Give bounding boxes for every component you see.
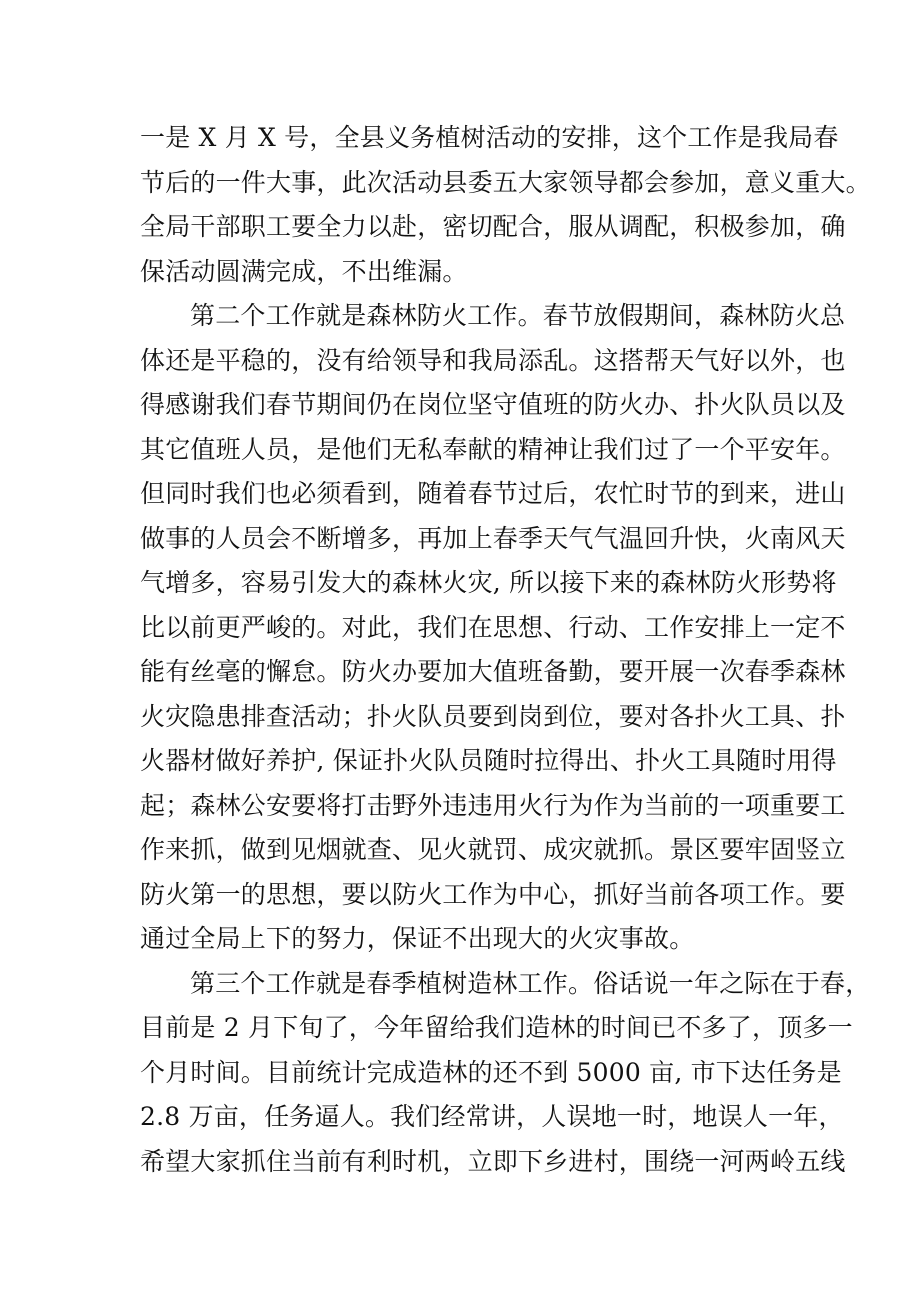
text-line: 希望大家抓住当前有利时机，立即下乡进村，围绕一河两岭五线 (140, 1146, 846, 1176)
text-line: 得感谢我们春节期间仍在岗位坚守值班的防火办、扑火队员以及 (140, 390, 846, 419)
text-line: 通过全局上下的努力，保证不出现大的火灾事故。 (140, 924, 695, 953)
text-line: 体还是平稳的，没有给领导和我局添乱。这搭帮天气好以外，也 (140, 345, 846, 375)
document-body (140, 116, 871, 1184)
paragraph-first-line: 第二个工作就是森林防火工作。春节放假期间，森林防火总 (190, 301, 846, 330)
text-line: 防火第一的思想，要以防火工作为中心，抓好当前各项工作。要 (140, 879, 846, 909)
text-line: 比以前更严峻的。对此，我们在思想、行动、工作安排上一定不 (140, 612, 846, 642)
text-line: 做事的人员会不断增多，再加上春季天气气温回升快，火南风天 (140, 523, 846, 553)
text-line: 火灾隐患排查活动；扑火队员要到岗到位，要对各扑火工具、扑 (140, 701, 846, 731)
text-line: 但同时我们也必须看到，随着春节过后，农忙时节的到来，进山 (140, 479, 846, 508)
text-line: 节后的一件大事，此次活动县委五大家领导都会参加，意义重大。 (140, 167, 871, 197)
text-line: 气增多，容易引发大的森林火灾, 所以接下来的森林防火形势将 (140, 568, 837, 597)
text-line: 能有丝毫的懈怠。防火办要加大值班备勤，要开展一次春季森林 (140, 657, 846, 686)
paragraph-first-line: 第三个工作就是春季植树造林工作。俗话说一年之际在于春， (190, 968, 871, 998)
text-line: 其它值班人员，是他们无私奉献的精神让我们过了一个平安年。 (140, 434, 846, 464)
text-line: 2.8 万亩，任务逼人。我们经常讲，人误地一时，地误人一年， (140, 1102, 844, 1131)
text-line: 个月时间。目前统计完成造林的还不到 5000 亩, 市下达任务是 (140, 1057, 842, 1087)
text-line: 全局干部职工要全力以赴，密切配合，服从调配，积极参加，确 (140, 212, 846, 241)
text-line: 一是 X 月 X 号，全县义务植树活动的安排，这个工作是我局春 (140, 123, 839, 152)
text-line: 保活动圆满完成，不出维漏。 (140, 256, 468, 286)
text-line: 目前是 2 月下旬了，今年留给我们造林的时间已不多了，顶多一 (140, 1013, 853, 1042)
text-line: 起；森林公安要将打击野外违违用火行为作为当前的一项重要工 (140, 790, 846, 820)
text-line: 作来抓，做到见烟就查、见火就罚、成灾就抓。景区要牢固竖立 (140, 835, 846, 864)
text-line: 火器材做好养护, 保证扑火队员随时拉得出、扑火工具随时用得 (140, 746, 837, 775)
